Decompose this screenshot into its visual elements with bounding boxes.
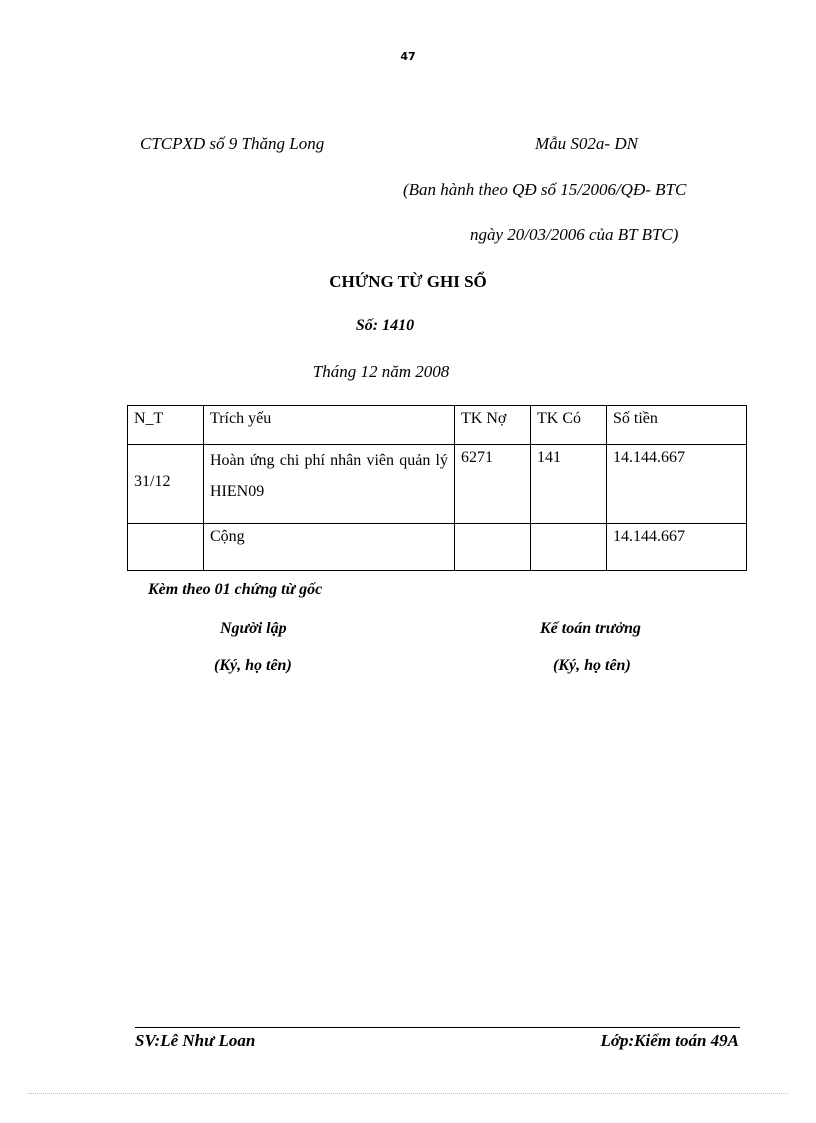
cell-total-empty-date — [128, 524, 204, 571]
col-header-description: Trích yếu — [204, 406, 455, 445]
cell-total-empty-debit — [455, 524, 531, 571]
company-name: CTCPXD số 9 Thăng Long — [140, 134, 325, 153]
description-text: Hoàn ứng chi phí nhân viên quản lý HIEN09 — [210, 452, 448, 500]
attachment-note: Kèm theo 01 chứng từ gốc — [148, 581, 323, 598]
document-title: CHỨNG TỪ GHI SỔ — [329, 272, 487, 291]
regulation-line-2: ngày 20/03/2006 của BT BTC) — [470, 225, 679, 244]
footer-divider — [135, 1027, 740, 1028]
table-header-row — [128, 406, 747, 445]
page-number: 47 — [400, 50, 416, 63]
page-bottom-dotted-line — [28, 1093, 788, 1094]
voucher-table — [127, 405, 747, 571]
cell-total-label: Cộng — [204, 524, 455, 571]
cell-debit: 6271 — [455, 445, 531, 524]
cell-credit: 141 — [531, 445, 607, 524]
col-header-debit: TK Nợ — [455, 406, 531, 445]
voucher-number: Số: 1410 — [355, 317, 415, 334]
col-header-date: N_T — [128, 406, 204, 445]
table-row — [128, 445, 747, 524]
cell-date: 31/12 — [128, 445, 204, 524]
cell-description — [204, 445, 455, 524]
voucher-period: Tháng 12 năm 2008 — [312, 362, 450, 381]
footer-class: Lớp:Kiểm toán 49A — [600, 1031, 739, 1050]
cell-amount: 14.144.667 — [607, 445, 747, 524]
cell-total-amount: 14.144.667 — [607, 524, 747, 571]
col-header-credit: TK Có — [531, 406, 607, 445]
chief-accountant-title: Kế toán trưởng — [540, 620, 641, 637]
regulation-line-1: (Ban hành theo QĐ số 15/2006/QĐ- BTC — [403, 180, 687, 199]
footer-student: SV:Lê Như Loan — [135, 1031, 256, 1050]
col-header-amount: Số tiền — [607, 406, 747, 445]
preparer-title: Người lập — [220, 620, 287, 637]
preparer-signature-note: (Ký, họ tên) — [214, 657, 292, 674]
chief-accountant-signature-note: (Ký, họ tên) — [553, 657, 631, 674]
form-code: Mẫu S02a- DN — [535, 134, 638, 153]
table-total-row — [128, 524, 747, 571]
cell-total-empty-credit — [531, 524, 607, 571]
